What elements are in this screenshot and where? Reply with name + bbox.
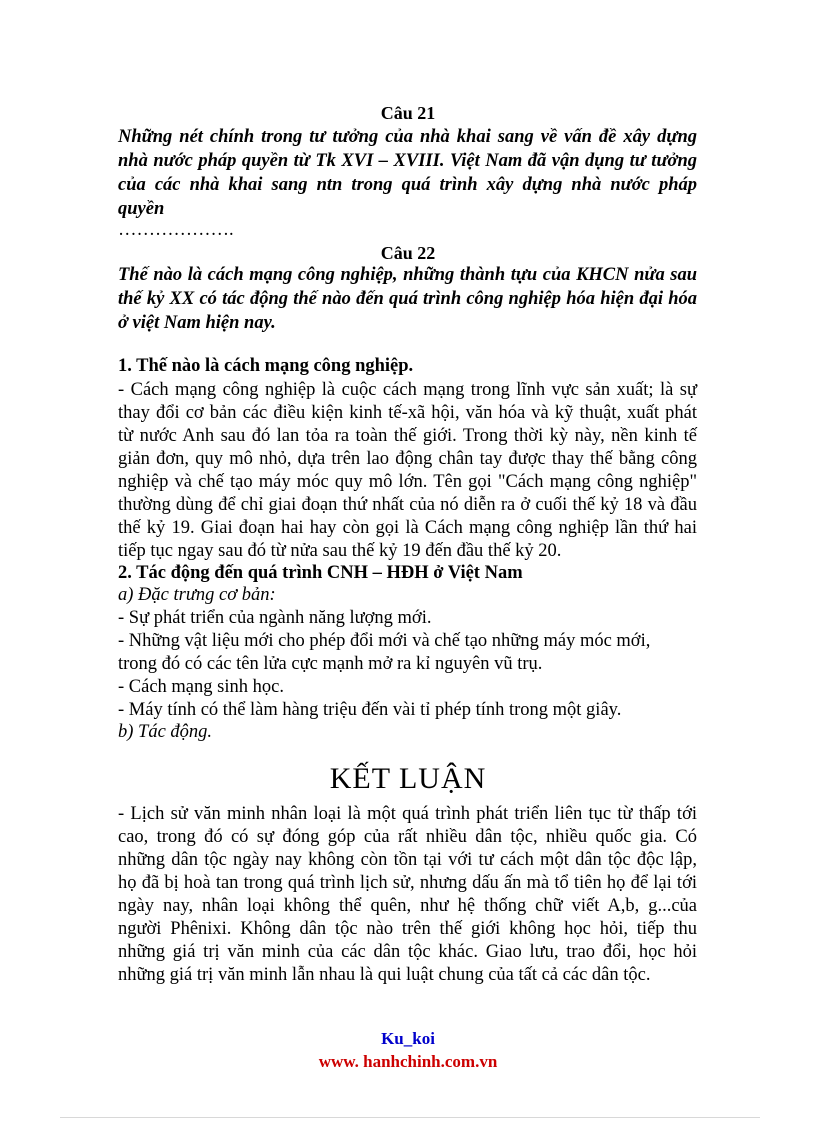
q21-heading: Câu 21 <box>380 103 436 123</box>
conclusion-line: - Lịch sử văn minh nhân loại là một quá trình phát triển liên tục từ thấp tới <box>118 804 697 824</box>
q21-question-line: nhà nước pháp quyền từ Tk XVI – XVIII. Việt Nam đã vận dụng tư tưởng <box>118 151 697 171</box>
section1-line: giản đơn, quy mô nhỏ, dựa trên lao động chân tay được thay thế bằng công <box>118 449 697 469</box>
conclusion-title: KẾT LUẬN <box>329 762 487 795</box>
section1-line: - Cách mạng công nghiệp là cuộc cách mạng trong lĩnh vực sản xuất; là sự <box>118 380 697 400</box>
conclusion-line: những giá trị văn minh lẫn nhau là qui luật chung của tất cả các dân tộc. <box>118 965 651 985</box>
q22-heading: Câu 22 <box>380 243 436 263</box>
section2-line: - Cách mạng sinh học. <box>118 677 284 697</box>
section2-title: 2. Tác động đến quá trình CNH – HĐH ở Việt Nam <box>118 563 523 583</box>
q21-question-line: Những nét chính trong tư tưởng của nhà khai sang về vấn đề xây dựng <box>118 127 697 147</box>
section1-line: thế kỷ 19. Giai đoạn hai hay còn gọi là Cách mạng công nghiệp lần thứ hai <box>118 518 697 538</box>
conclusion-line: cao, trong đó có sự đóng góp của rất nhiều dân tộc, nhiều quốc gia. Có <box>118 827 697 847</box>
q21-dots: ………………. <box>118 220 234 240</box>
section1-line: từ nước Anh sau đó lan tỏa ra toàn thế giới. Trong thời kỳ này, nền kinh tế <box>118 426 697 446</box>
q21-question-line: quyền <box>118 199 165 219</box>
conclusion-line: những dân tộc ngày nay không còn tồn tại với tư cách một dân tộc độc lập, <box>118 850 697 870</box>
q21-question-line: của các nhà khai sang ntn trong quá trình xây dựng nhà nước pháp <box>118 175 697 195</box>
section2-line: - Máy tính có thể làm hàng triệu đến vài tỉ phép tính trong một giây. <box>118 700 622 720</box>
section1-line: thường dùng để chỉ giai đoạn thứ nhất của nó diễn ra ở cuối thế kỷ 18 và đầu <box>118 495 697 515</box>
conclusion-line: những giá trị văn minh của các dân tộc khác. Giao lưu, trao đổi, học hỏi <box>118 942 697 962</box>
q22-question-line: ở việt Nam hiện nay. <box>118 313 276 333</box>
section2-sub-a: a) Đặc trưng cơ bản: <box>118 585 276 605</box>
page-bottom-divider <box>60 1117 760 1118</box>
footer-url-link[interactable]: www. hanhchinh.com.vn <box>318 1052 498 1071</box>
section1-line: tiếp tục ngay sau đó từ nửa sau thế kỷ 19 đến đầu thế kỷ 20. <box>118 541 562 561</box>
section2-line: trong đó có các tên lửa cực mạnh mở ra kỉ nguyên vũ trụ. <box>118 654 543 674</box>
section2-line: - Những vật liệu mới cho phép đổi mới và chế tạo những máy móc mới, <box>118 631 651 651</box>
section1-line: thay đổi cơ bản các điều kiện kinh tế-xã hội, văn hóa và kỹ thuật, xuất phát <box>118 403 697 423</box>
footer-author: Ku_koi <box>381 1029 435 1048</box>
section2-sub-b: b) Tác động. <box>118 722 213 742</box>
section1-line: nghiệp và chế tạo máy móc quy mô lớn. Tên gọi "Cách mạng công nghiệp" <box>118 472 697 492</box>
q22-question-line: Thế nào là cách mạng công nghiệp, những thành tựu của KHCN nửa sau <box>118 265 697 285</box>
section2-line: - Sự phát triển của ngành năng lượng mới. <box>118 608 432 628</box>
conclusion-line: họ đã bị hoà tan trong quá trình lịch sử, nhưng dấu ấn mà tổ tiên họ để lại tới <box>118 873 697 893</box>
section1-title: 1. Thế nào là cách mạng công nghiệp. <box>118 356 414 376</box>
conclusion-line: người Phênixi. Không dân tộc nào trên thế giới không học hỏi, tiếp thu <box>118 919 697 939</box>
q22-question-line: thế kỷ XX có tác động thế nào đến quá trình công nghiệp hóa hiện đại hóa <box>118 289 697 309</box>
conclusion-line: ngày nay, nhân loại không thể quên, như hệ thống chữ viết A,b, g...của <box>118 896 697 916</box>
